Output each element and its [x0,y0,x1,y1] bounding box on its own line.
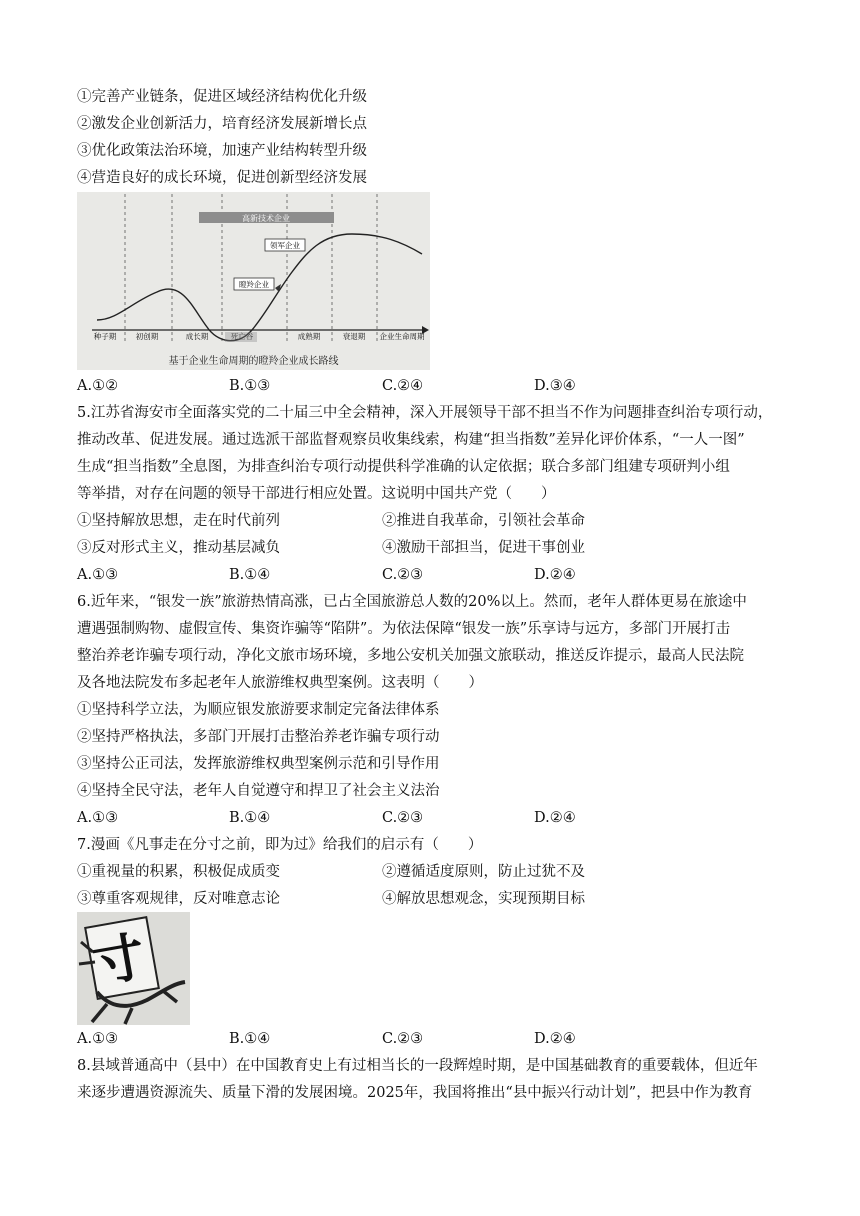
q6-stem-line-2: 遭遇强制购物、虚假宣传、集资诈骗等“陷阱”。为依法保障“银发一族”乐享诗与远方，多部门开展打击 [77,621,731,637]
q6-option-3: ③坚持公正司法，发挥旅游维权典型案例示范和引导作用 [77,756,440,772]
q5-answer-d: D.②④ [534,567,576,583]
high-tech-label: 高新技术企业 [242,214,290,223]
stage-label: 衰退期 [342,332,366,341]
q6-option-1: ①坚持科学立法，为顺应银发旅游要求制定完备法律体系 [77,702,440,718]
death-valley-shade [225,332,257,342]
q6-option-2: ②坚持严格执法，多部门开展打击整治养老诈骗专项行动 [77,729,440,745]
q7-option-1: ①重视量的积累，积极促成质变 [77,864,280,880]
q7-option-3: ③尊重客观规律，反对唯意志论 [77,891,280,907]
q5-answer-a: A.①③ [77,567,119,583]
gazelle-label: 瞪羚企业 [239,280,269,289]
q4-answer-b: B.①③ [229,378,271,394]
q5-answer-c: C.②③ [382,567,424,583]
cartoon-image [77,912,190,1025]
q6-answer-c: C.②③ [382,810,424,826]
stage-label: 成熟期 [297,332,321,341]
q4-option-2: ②激发企业创新活力，培育经济发展新增长点 [77,116,367,132]
leader-label: 领军企业 [270,241,300,250]
q6-stem-line-4: 及各地法院发布多起老年人旅游维权典型案例。这表明（ ） [77,675,483,691]
q4-option-1: ①完善产业链条，促进区域经济结构优化升级 [77,89,367,105]
q7-answer-c: C.②③ [382,1031,424,1047]
q5-stem-line-2: 推动改革、促进发展。通过选派干部监督观察员收集线索，构建“担当指数”差异化评价体系，“一人一图” [77,432,745,448]
figure-caption: 基于企业生命周期的瞪羚企业成长路线 [168,356,339,367]
stage-label: 成长期 [185,332,209,341]
q7-answer-b: B.①④ [229,1031,271,1047]
cartoon-svg [77,912,190,1025]
stage-label: 企业生命周期 [379,332,425,341]
q6-stem-line-3: 整治养老诈骗专项行动，净化文旅市场环境，多地公安机关加强文旅联动，推送反诈提示，最高人民法院 [77,648,744,664]
q7-answer-d: D.②④ [534,1031,576,1047]
q4-answer-c: C.②④ [382,378,424,394]
q7-stem: 7.漫画《凡事走在分寸之前，即为过》给我们的启示有（ ） [77,837,483,853]
cartoon-character: 寸 [88,926,150,996]
q8-stem-line-2: 来逐步遭遇资源流失、质量下滑的发展困境。2025年，我国将推出“县中振兴行动计划”，把县中作为教育 [77,1085,753,1101]
q5-option-4: ④激励干部担当，促进干事创业 [382,540,585,556]
q4-option-4: ④营造良好的成长环境，促进创新型经济发展 [77,170,367,186]
q7-answer-a: A.①③ [77,1031,119,1047]
q5-option-3: ③反对形式主义，推动基层减负 [77,540,280,556]
q7-option-2: ②遵循适度原则，防止过犹不及 [382,864,585,880]
q5-stem-line-3: 生成“担当指数”全息图，为排查纠治专项行动提供科学准确的认定依据；联合多部门组建专项研判小组 [77,459,730,475]
growth-curve-svg [77,192,430,370]
q4-answer-a: A.①② [77,378,119,394]
q5-option-2: ②推进自我革命，引领社会革命 [382,513,585,529]
q5-stem-line-1: 5.江苏省海安市全面落实党的二十届三中全会精神，深入开展领导干部不担当不作为问题排查纠治专项行动， [77,405,773,421]
q5-option-1: ①坚持解放思想，走在时代前列 [77,513,280,529]
q7-option-4: ④解放思想观念，实现预期目标 [382,891,585,907]
q5-answer-b: B.①④ [229,567,271,583]
stage-label: 死亡谷 [230,332,254,341]
q6-answer-d: D.②④ [534,810,576,826]
stage-label: 初创期 [135,332,159,341]
q8-stem-line-1: 8.县域普通高中（县中）在中国教育史上有过相当长的一段辉煌时期，是中国基础教育的重要载体，但近年 [77,1058,758,1074]
gazelle-growth-figure [77,192,430,370]
q6-answer-a: A.①③ [77,810,119,826]
stage-label: 种子期 [93,332,117,341]
q4-answer-d: D.③④ [534,378,576,394]
q6-option-4: ④坚持全民守法，老年人自觉遵守和捍卫了社会主义法治 [77,783,440,799]
q6-answer-b: B.①④ [229,810,271,826]
q5-stem-line-4: 等举措，对存在问题的领导干部进行相应处置。这说明中国共产党（ ） [77,486,556,502]
q4-option-3: ③优化政策法治环境，加速产业结构转型升级 [77,143,367,159]
q6-stem-line-1: 6.近年来，“银发一族”旅游热情高涨，已占全国旅游总人数的20%以上。然而，老年人群体更易在旅途中 [77,594,747,610]
